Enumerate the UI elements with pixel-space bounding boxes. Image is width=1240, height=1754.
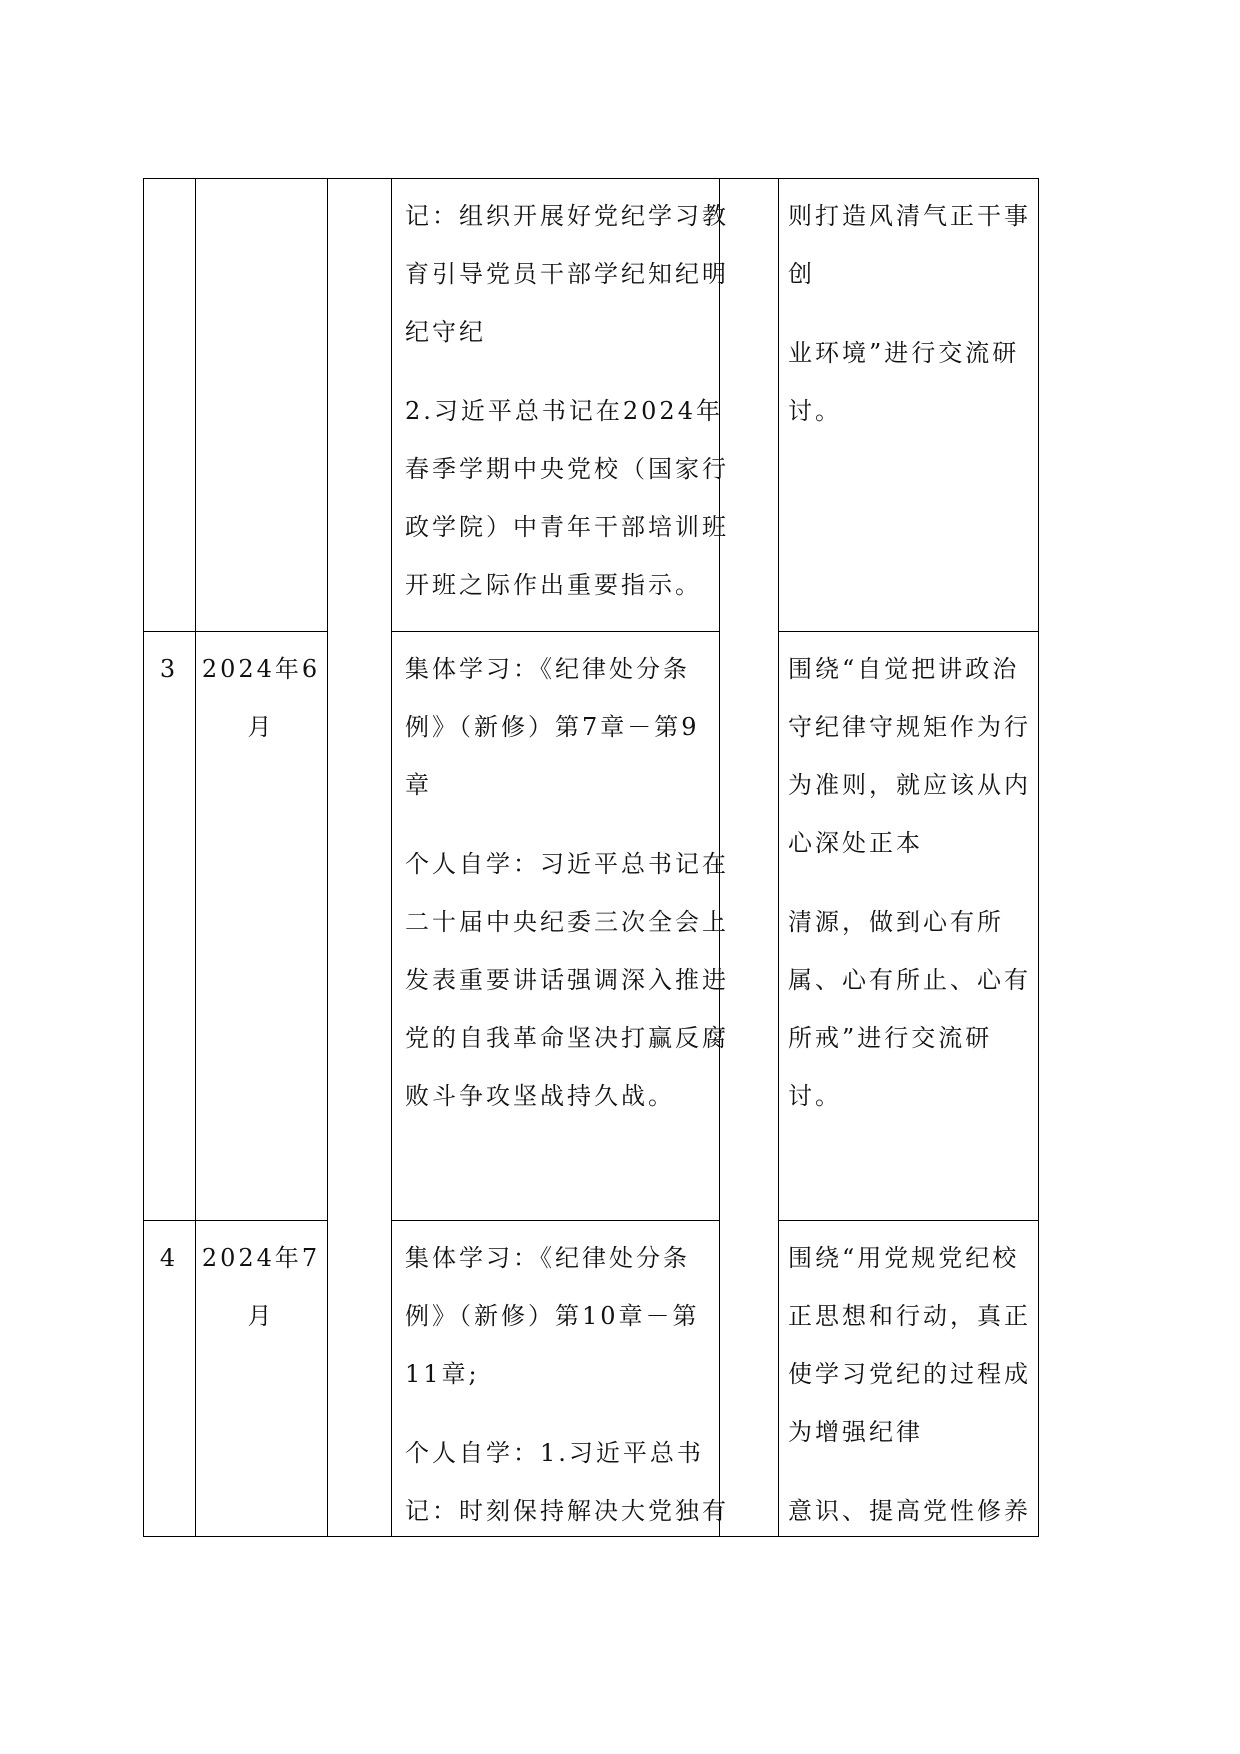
text-line: 月 xyxy=(247,713,275,741)
table-row xyxy=(143,1220,1038,1536)
text-line: 章 xyxy=(405,771,432,799)
text-line: 2.习近平总书记在2024年 xyxy=(405,397,723,425)
text-line: 属、心有所止、心有 xyxy=(788,966,1031,994)
text-line: 为准则，就应该从内 xyxy=(788,771,1031,799)
column-divider xyxy=(143,178,144,1536)
text-line: 意识、提高党性修养 xyxy=(788,1497,1031,1525)
text-line: 讨。 xyxy=(788,397,842,425)
row-divider xyxy=(143,631,327,632)
table-bottom-border xyxy=(143,1536,1039,1537)
text-line: 心深处正本 xyxy=(788,829,923,857)
column-divider xyxy=(195,178,196,1536)
text-line: 业环境”进行交流研 xyxy=(788,339,1020,367)
paragraph xyxy=(405,382,729,614)
paragraph xyxy=(788,640,1034,872)
text-line: 败斗争攻坚战持久战。 xyxy=(405,1082,675,1110)
text-line: 开班之际作出重要指示。 xyxy=(405,571,702,599)
row-number: 3 xyxy=(159,655,179,683)
text-line: 11章; xyxy=(405,1360,480,1388)
text-line: 正思想和行动，真正 xyxy=(788,1302,1031,1330)
row-divider xyxy=(391,1220,719,1221)
column-divider xyxy=(719,178,720,1536)
row-divider xyxy=(778,1220,1038,1221)
text-line: 创 xyxy=(788,260,815,288)
paragraph xyxy=(788,324,1034,440)
table-row xyxy=(143,178,1038,631)
row-number: 4 xyxy=(159,1244,179,1272)
text-line: 记：时刻保持解决大党独有 xyxy=(405,1497,729,1525)
text-line: 个人自学：习近平总书记在 xyxy=(405,850,729,878)
text-line: 二十届中央纪委三次全会上 xyxy=(405,908,729,936)
paragraph xyxy=(405,1229,713,1403)
text-line: 使学习党纪的过程成 xyxy=(788,1360,1031,1388)
text-line: 守纪律守规矩作为行 xyxy=(788,713,1031,741)
discussion-topic xyxy=(788,640,1034,1125)
row-date xyxy=(195,640,327,756)
text-line: 为增强纪律 xyxy=(788,1418,923,1446)
paragraph xyxy=(788,1229,1034,1461)
row-divider xyxy=(778,631,1038,632)
text-line: 围绕“用党规党纪校 xyxy=(788,1244,1020,1272)
text-line: 清源，做到心有所 xyxy=(788,908,1004,936)
study-content xyxy=(405,187,729,614)
discussion-topic xyxy=(788,187,1034,440)
text-line: 讨。 xyxy=(788,1082,842,1110)
paragraph xyxy=(405,1424,729,1536)
discussion-topic xyxy=(788,1229,1034,1536)
text-line: 所戒”进行交流研 xyxy=(788,1024,993,1052)
text-line: 集体学习：《纪律处分条 xyxy=(405,655,690,683)
text-line: 政学院）中青年干部培训班 xyxy=(405,513,729,541)
text-line: 个人自学：1.习近平总书 xyxy=(405,1439,704,1467)
paragraph xyxy=(788,893,1034,1125)
column-divider xyxy=(391,178,392,1536)
row-date xyxy=(195,1229,327,1345)
text-line: 集体学习：《纪律处分条 xyxy=(405,1244,690,1272)
paragraph xyxy=(788,1482,1034,1536)
text-line: 发表重要讲话强调深入推进 xyxy=(405,966,729,994)
text-line: 围绕“自觉把讲政治 xyxy=(788,655,1020,683)
table-row xyxy=(143,631,1038,1220)
text-line: 纪守纪 xyxy=(405,318,486,346)
text-line: 2024年6 xyxy=(201,655,321,683)
column-divider xyxy=(778,178,779,1536)
row-divider xyxy=(391,631,719,632)
paragraph xyxy=(788,187,1034,303)
text-line: 2024年7 xyxy=(201,1244,321,1272)
text-line: 月 xyxy=(247,1302,275,1330)
paragraph xyxy=(405,187,729,361)
row-divider xyxy=(143,1220,327,1221)
paragraph xyxy=(195,640,327,756)
text-line: 春季学期中央党校（国家行 xyxy=(405,455,729,483)
paragraph xyxy=(405,640,713,814)
study-content xyxy=(405,1229,729,1536)
text-line: 记：组织开展好党纪学习教 xyxy=(405,202,729,230)
column-divider xyxy=(327,178,328,1536)
paragraph xyxy=(405,835,729,1125)
text-line: 则打造风清气正干事 xyxy=(788,202,1031,230)
text-line: 党的自我革命坚决打赢反腐 xyxy=(405,1024,729,1052)
table-top-border xyxy=(143,178,1039,179)
text-line: 育引导党员干部学纪知纪明 xyxy=(405,260,729,288)
column-divider xyxy=(1038,178,1039,1536)
text-line: 例》（新修）第7章－第9 xyxy=(405,713,700,741)
study-content xyxy=(405,640,729,1125)
text-line: 例》（新修）第10章－第 xyxy=(405,1302,700,1330)
paragraph xyxy=(195,1229,327,1345)
